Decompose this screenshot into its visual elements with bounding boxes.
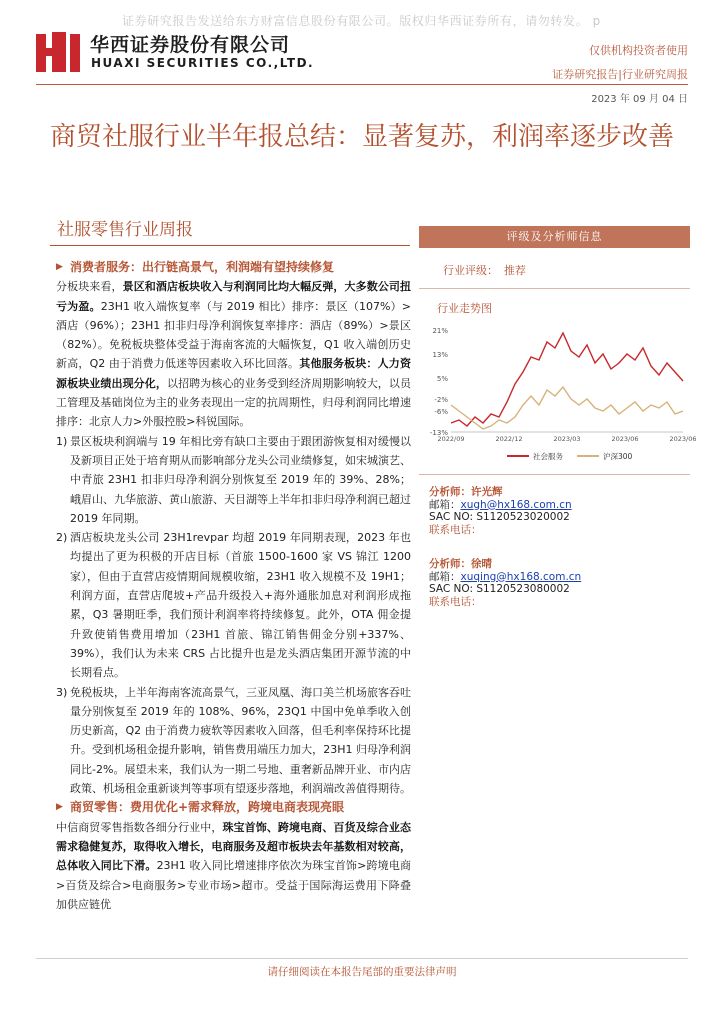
analyst-card [429,486,572,536]
sidebar-divider [419,474,690,475]
report-type: 证券研究报告|行业研究周报 [552,68,688,81]
series-line [451,387,683,429]
y-tick-label: 5% [436,375,448,383]
trend-chart-label: 行业走势图 [437,302,492,315]
report-date: 2023 年 09 月 04 日 [591,94,688,105]
analyst-name-label: 分析师： [429,486,471,498]
email-label: 邮箱： [429,570,461,583]
section-paragraph [56,277,411,431]
section-heading-retail: ▶ 商贸零售：费用优化+需求释放，跨境电商表现亮眼 [56,798,411,817]
industry-rating [437,262,526,278]
sidebar-header: 评级及分析师信息 [419,226,690,248]
y-tick-label: -6% [434,408,448,416]
rating-label: 行业评级： [443,264,498,277]
page-subtitle: 社服零售行业周报 [57,220,193,240]
for-investors-note: 仅供机构投资者使用 [589,44,688,57]
phone-label: 联系电话： [429,523,482,536]
rating-value: 推荐 [504,264,526,277]
phone-label: 联系电话： [429,595,482,608]
email-label: 邮箱： [429,498,461,511]
para-text: 以招聘为核心的业务受到经济周期影响较大，以员工管理及基础岗位为主的业务表现出一定的抗周期性，归母利润同比增速排序：北京人力>外服控股>科锐国际。 [56,376,411,429]
analyst-card [429,558,581,608]
watermark: 证券研究报告发送给东方财富信息股份有限公司。版权归华西证券所有，请勿转发。 p [122,14,601,28]
industry-trend-chart [427,322,697,467]
list-number: 3) [56,685,68,699]
analyst-email-link[interactable]: xuqing@hx168.com.cn [460,570,582,583]
sac-number: SAC NO: S1120523080002 [429,583,570,595]
list-item [56,683,411,799]
x-tick-label: 2023/06 [669,435,697,443]
analyst-email-link[interactable]: xugh@hx168.com.cn [460,498,572,511]
para-text: 23H1 收入同比增速排序依次为珠宝首饰>跨境电商>百货及综合>电商服务>专业市场>超市。受益于国际海运费用下降叠加供应链优 [56,859,412,911]
company-name-cn: 华西证券股份有限公司 [90,34,291,56]
para-text: 中信商贸零售指数各细分行业中， [56,820,223,834]
list-text: 景区板块利润端与 19 年相比旁有缺口主要由于跟团游恢复相对缓慢以及新项目正处于培育期从而影响部分龙头公司业绩修复，如宋城演艺、中青旅 23H1 扣非归母净利润分别恢复至 2019 年的 39%、28%；峨眉山、九华旅游、黄山旅游、天目湖等上半年扣非归母净利润已超过 2019 年同期。 [70,434,411,525]
para-bold-text: 景区和酒店板块收入与利润同比均大幅反弹，大多数公司扭亏为盈。 [56,280,412,313]
page-title: 商贸社服行业半年报总结：显著复苏，利润率逐步改善 [50,122,675,152]
company-name-en: HUAXI SECURITIES CO.,LTD. [91,56,315,70]
list-text: 免税板块，上半年海南客流高景气，三亚凤凰、海口美兰机场旅客吞吐量分别恢复至 2019 年的 108%、96%，23Q1 中国中免单季收入创历史新高，Q2 由于消费力疲软等因素收入回落，但毛利率保持环比提升。受到机场租金提升影响，销售费用端压力加大，23H1 归母净利润同比-2%。展望未来，我们认为一期二号地、重奢新品牌开业、市内店政策、机场租金重新谈判等事项有望逐步落地，利润端改善值得期待。 [70,685,411,796]
para-text: 23H1 收入端恢复率（与 2019 相比）排序：景区（107%）>酒店（96%）；23H1 扣非归母净利润恢复率排序：酒店（89%）>景区（82%）。免税板块整体受益于海南客流的大幅恢复，Q1 收入端创历史新高，Q2 由于消费力低迷等因素收入环比回落。 [56,299,412,371]
legend-label: 沪深300 [603,452,633,461]
x-tick-label: 2022/09 [437,435,465,443]
para-text: 分板块来看， [56,280,123,294]
list-item [56,432,411,528]
analyst-name: 许光辉 [471,486,503,498]
para-bold-text: 其他服务板块：人力资源板块业绩出现分化， [56,357,412,390]
huaxi-logo-icon [36,32,80,72]
list-item [56,528,411,682]
header-divider [36,84,688,85]
section-paragraph [56,818,411,914]
x-tick-label: 2023/03 [553,435,581,443]
footer-divider [36,958,688,959]
y-tick-label: 13% [432,351,448,359]
main-content [56,258,411,958]
analyst-name: 徐晴 [471,558,492,570]
sidebar-divider [419,288,690,289]
y-tick-label: -2% [434,396,448,404]
list-text: 酒店板块龙头公司 23H1revpar 均超 2019 年同期表现，2023 年也均提出了更为积极的开店目标（首旅 1500-1600 家 VS 锦江 1200 家），但由于直营店疫情期间规模收缩，23H1 收入规模不及 19H1；利润方面，直营店爬坡+产品升级投入+海外通胀加息对利润形成拖累，Q3 暑期旺季，我们预计利润率将持续修复。此外，OTA 佣金提升致使销售费用增加（23H1 首旅、锦江销售佣金分别+337%、39%），我们认为未来 CRS 占比提升也是龙头酒店集团开源节流的中长期看点。 [70,531,411,680]
list-number: 1) [56,434,68,448]
section-heading-consumer-services: ▶ 消费者服务：出行链高景气，利润端有望持续修复 [56,258,411,277]
y-tick-label: -13% [429,429,448,437]
x-tick-label: 2023/06 [611,435,639,443]
subtitle-divider [50,245,410,246]
list-number: 2) [56,531,68,545]
legend-label: 社会服务 [533,452,563,461]
analyst-name-label: 分析师： [429,558,471,570]
sac-number: SAC NO: S1120523020002 [429,511,570,523]
series-line [451,333,683,426]
para-bold-text: 珠宝首饰、跨境电商、百货及综合业态需求稳健复苏，取得收入增长，电商服务及超市板块去年基数相对较高，总体收入同比下滑。 [56,820,412,873]
x-tick-label: 2022/12 [495,435,523,443]
footer-legal-note: 请仔细阅读在本报告尾部的重要法律声明 [267,966,457,978]
y-tick-label: 21% [432,327,448,335]
